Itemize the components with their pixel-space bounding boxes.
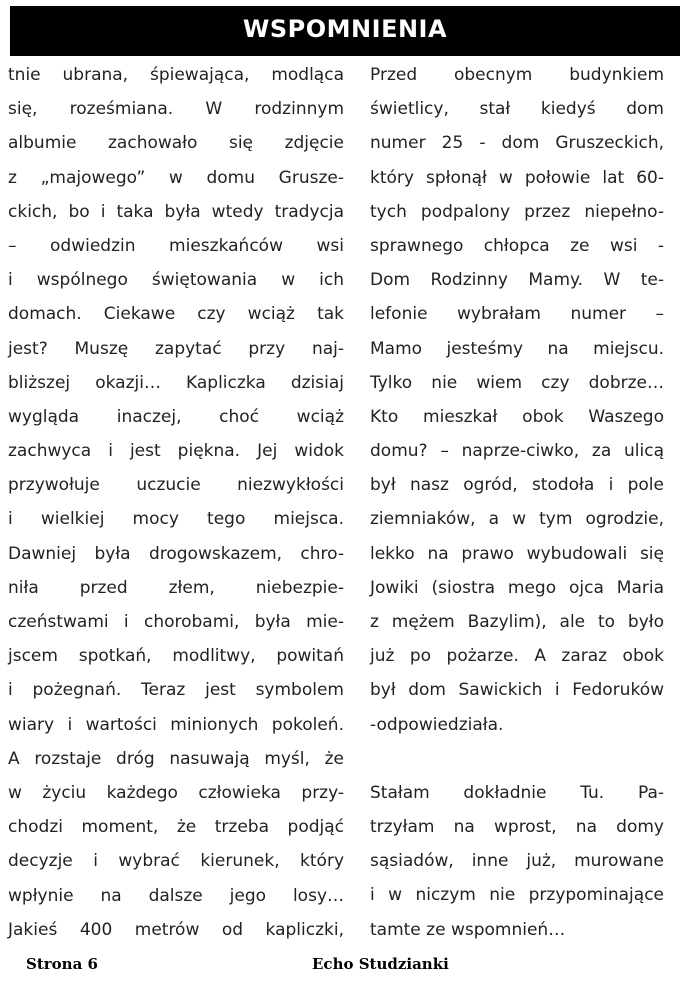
text-line: tych podpalony przez niepełno- <box>370 201 664 222</box>
text-line: ziemniaków, a w tym ogrodzie, <box>370 509 664 530</box>
text-line: przywołuje uczucie niezwykłości <box>8 475 344 496</box>
text-line: już po pożarze. A zaraz obok <box>370 646 664 667</box>
page-number: Strona 6 <box>26 955 98 973</box>
text-line: Jakieś 400 metrów od kapliczki, <box>8 919 344 940</box>
text-line: czeństwami i chorobami, była mie- <box>8 612 344 632</box>
text-line: i pożegnań. Teraz jest symbolem <box>8 680 344 701</box>
text-line: Przed obecnym budynkiem <box>370 65 664 85</box>
text-line: z mężem Bazylim), ale to było <box>370 612 664 632</box>
text-line: lefonie wybrałam numer – <box>370 304 664 325</box>
text-line: A rozstaje dróg nasuwają myśl, że <box>8 748 344 769</box>
text-line: Tylko nie wiem czy dobrze… <box>370 372 664 393</box>
right-paragraph-2 <box>370 776 664 947</box>
text-line: decyzje i wybrać kierunek, który <box>8 851 344 872</box>
text-line: który spłonął w połowie lat 60- <box>370 167 664 188</box>
text-line: Dom Rodzinny Mamy. W te- <box>370 270 664 291</box>
text-line: – odwiedzin mieszkańców wsi <box>8 235 344 256</box>
publication-name: Echo Studzianki <box>312 955 449 973</box>
text-line: -odpowiedziała. <box>370 714 504 735</box>
text-line: wiary i wartości minionych pokoleń. <box>8 714 344 735</box>
text-line: Kto mieszkał obok Waszego <box>370 406 664 427</box>
left-text-column <box>8 58 344 947</box>
text-line: świetlicy, stał kiedyś dom <box>370 99 664 120</box>
text-line: w życiu każdego człowieka przy- <box>8 782 344 803</box>
text-line: wpłynie na dalsze jego losy… <box>8 885 344 906</box>
text-line: był nasz ogród, stodoła i pole <box>370 475 664 496</box>
text-line: i w niczym nie przypominające <box>370 885 664 906</box>
text-line: domu? – naprze-ciwko, za ulicą <box>370 441 664 462</box>
right-text-column <box>370 58 664 947</box>
text-line: Dawniej była drogowskazem, chro- <box>8 543 344 564</box>
text-line: bliższej okazji… Kapliczka dzisiaj <box>8 372 344 393</box>
text-line: sprawnego chłopca ze wsi - <box>370 235 664 256</box>
section-title: WSPOMNIENIA <box>242 15 448 43</box>
right-paragraph-1 <box>370 58 664 742</box>
text-line: trzyłam na wprost, na domy <box>370 816 664 837</box>
text-line: Mamo jesteśmy na miejscu. <box>370 338 664 359</box>
text-line: albumie zachowało się zdjęcie <box>8 133 344 154</box>
text-line: lekko na prawo wybudowali się <box>370 543 664 564</box>
section-header <box>10 6 680 56</box>
text-line: jest? Muszę zapytać przy naj- <box>8 338 344 359</box>
text-line: niła przed złem, niebezpie- <box>8 577 344 598</box>
text-line: domach. Ciekawe czy wciąż tak <box>8 304 344 325</box>
text-line: tamte ze wspomnień… <box>370 919 566 940</box>
text-line: tnie ubrana, śpiewająca, modląca <box>8 65 344 85</box>
text-line: z „majowego” w domu Grusze- <box>8 167 344 188</box>
text-line: ckich, bo i taka była wtedy tradycja <box>8 201 344 222</box>
text-line: i wielkiej mocy tego miejsca. <box>8 509 344 530</box>
text-line: chodzi moment, że trzeba podjąć <box>8 817 344 838</box>
text-line: i wspólnego świętowania w ich <box>8 270 344 291</box>
text-line: sąsiadów, inne już, murowane <box>370 851 664 872</box>
text-line: numer 25 - dom Gruszeckich, <box>370 133 664 154</box>
text-line: jscem spotkań, modlitwy, powitań <box>8 646 344 667</box>
text-line: zachwyca i jest piękna. Jej widok <box>8 441 344 462</box>
text-line: Jowiki (siostra mego ojca Maria <box>370 577 664 598</box>
text-line: Stałam dokładnie Tu. Pa- <box>370 782 664 803</box>
text-line: wygląda inaczej, choć wciąż <box>8 406 344 427</box>
text-line: się, roześmiana. W rodzinnym <box>8 99 344 120</box>
text-line: był dom Sawickich i Fedoruków <box>370 680 664 701</box>
